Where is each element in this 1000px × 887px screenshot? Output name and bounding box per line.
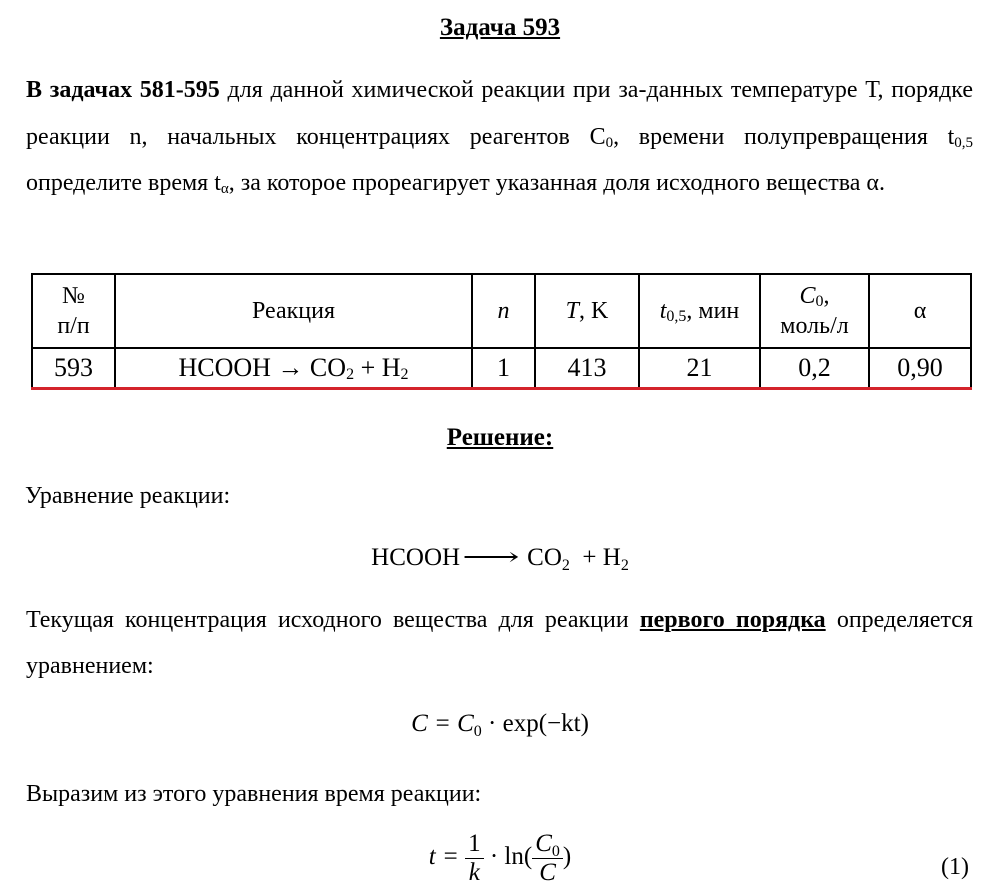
cell-order: 1: [472, 348, 535, 389]
header-concentration: $C_0$, моль/л: [760, 274, 869, 348]
statement-text-3: определите время t: [26, 170, 221, 196]
talpha-subscript: α: [220, 181, 229, 197]
table-row: [32, 348, 971, 389]
task-range: В задачах 581-595: [26, 77, 220, 103]
first-order-term: первого порядка: [639, 607, 826, 633]
c0-subscript: 0: [605, 134, 614, 151]
cell-alpha: 0,90: [869, 348, 971, 389]
express-time-text: Выразим из этого уравнения время реакции:: [26, 781, 482, 807]
header-reaction: Реакция: [115, 274, 472, 348]
solution-heading: Решение:: [446, 424, 554, 451]
header-half-life: $t_{0,5}$, мин: [639, 274, 760, 348]
statement-text-2: , времени полупревращения t: [613, 123, 955, 150]
concentration-formula: $C = C_0 \cdot \exp(-kt)$: [411, 710, 589, 740]
reaction-equation: HCOOH ⟶ $CO_2 + H_2$: [371, 544, 629, 574]
concentration-paragraph: Текущая концентрация исходного вещества для реакции первого порядка определяется уравнением:: [26, 607, 973, 679]
time-formula: t = $\frac{1}{k} \cdot \ln$( $\frac{C_0}{C}$): [428, 830, 572, 886]
statement-text-1: для данной химической реакции при за-данных температуре Т, порядке реакции n, начальных концентрациях реагентов С: [26, 77, 974, 150]
statement-text-4: , за которое прореагирует указанная доля исходного вещества α.: [228, 170, 885, 196]
t05-subscript: 0,5: [954, 134, 973, 151]
header-alpha: α: [869, 274, 971, 348]
header-order: n: [472, 274, 535, 348]
header-num: № п/п: [32, 274, 115, 348]
cell-num: 593: [32, 348, 115, 389]
cell-concentration: 0,2: [760, 348, 869, 389]
cell-temperature: 413: [535, 348, 639, 389]
equation-label: Уравнение реакции:: [25, 483, 231, 509]
table-header-row: [32, 274, 971, 348]
task-title: Задача 593: [439, 14, 561, 41]
header-temperature: T, K: [535, 274, 639, 348]
cell-half-life: 21: [639, 348, 760, 389]
equation-number: (1): [941, 854, 969, 880]
task-statement: [26, 67, 973, 207]
task-data-table: [31, 273, 972, 390]
cell-reaction: HCOOH → $CO_2 + H_2$: [115, 348, 472, 389]
reaction-arrow: ⟶: [461, 544, 520, 571]
